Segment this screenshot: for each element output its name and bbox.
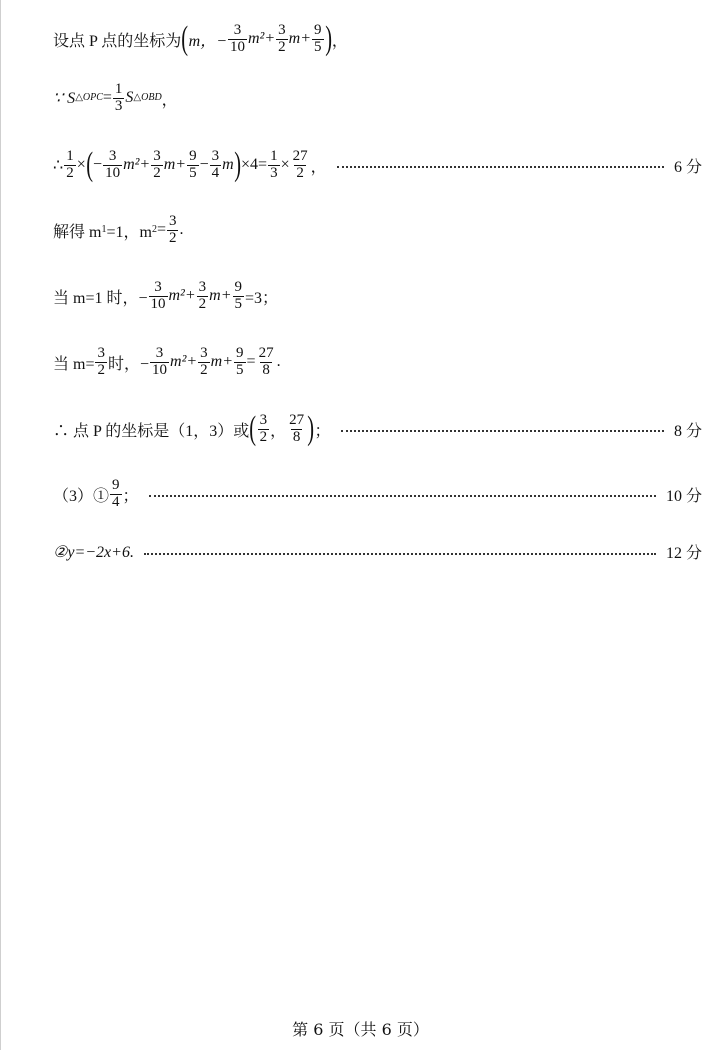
fraction: $\frac{3}{2}$: [200, 345, 208, 378]
fraction: $\frac{9}{5}$: [236, 345, 244, 378]
line-equation: ∴ $\frac{1}{2}$ × ( − $\frac{3}{10}$ m²+ $\frac{3}{2}$ m+ $\frac{9}{5}$ − $\frac{3}{4}$ m ) ×4= $\frac{1}{3}$ × $\frac{27}{2}$ ， 6 分: [53, 146, 702, 183]
score-label: 12 分: [665, 545, 702, 562]
dot-leader: [144, 553, 656, 555]
score-label: 6 分: [673, 158, 702, 176]
text: ∵ S: [53, 90, 76, 108]
fraction: $\frac{3}{2}$: [97, 345, 105, 378]
fraction: $\frac{3}{2}$: [259, 411, 268, 445]
fraction: $\frac{9}{5}$: [234, 279, 243, 312]
fraction: $\frac{3}{2}$: [278, 21, 286, 55]
line-point-coords: ∴ 点 P 的坐标是（1，3）或 ( $\frac{3}{2}$ ， $\frac{27}{8}$ ) ； 8 分: [53, 410, 702, 447]
dot-leader: [337, 166, 664, 168]
text: ，: [331, 32, 348, 50]
line-case-m1: 当 m=1 时，− $\frac{3}{10}$ m²+ $\frac{3}{2}$ m+ $\frac{9}{5}$ =3；: [53, 279, 279, 312]
dot-leader: [149, 495, 656, 497]
fraction: $\frac{9}{5}$: [189, 147, 197, 181]
fraction: $\frac{3}{2}$: [168, 213, 177, 246]
score-label: 8 分: [673, 422, 702, 440]
fraction: $\frac{27}{8}$: [258, 345, 274, 378]
line-part3-2: ②y=−2x+6. 12 分: [53, 540, 702, 563]
expr: m，−: [188, 32, 227, 50]
fraction: $\frac{27}{8}$: [289, 411, 305, 445]
fraction: $\frac{9}{4}$: [112, 477, 120, 510]
line-case-m2: 当 m= $\frac{3}{2}$ 时，− $\frac{3}{10}$ m²+ $\frac{3}{2}$ m+ $\frac{9}{5}$ = $\frac{27}{8}$ .: [53, 345, 281, 378]
fraction: $\frac{3}{10}$: [152, 345, 168, 378]
line-solve: 解得 m 1 =1，m 2 = $\frac{3}{2}$ .: [53, 213, 184, 246]
fraction: $\frac{3}{4}$: [211, 147, 220, 181]
fraction: $\frac{1}{3}$: [270, 147, 278, 181]
fraction: $\frac{27}{2}$: [292, 147, 308, 181]
fraction: $\frac{3}{10}$: [230, 21, 245, 55]
fraction: $\frac{3}{2}$: [198, 279, 207, 312]
fraction: $\frac{3}{2}$: [153, 147, 161, 181]
paren-right: ): [324, 20, 332, 57]
fraction: $\frac{3}{10}$: [150, 279, 166, 312]
expr: m²+: [248, 30, 276, 47]
paren-left: (: [181, 20, 189, 57]
dot-leader: [341, 430, 664, 432]
expr: m+: [288, 30, 312, 47]
fraction: $\frac{1}{3}$: [114, 81, 123, 114]
fraction: $\frac{1}{2}$: [66, 147, 74, 181]
line-area-relation: ∵ S △OPC = $\frac{1}{3}$ S △OBD ，: [53, 81, 178, 114]
text: 设点 P 点的坐标为: [53, 32, 182, 50]
line-set-point: [53, 22, 702, 56]
fraction: $\frac{3}{10}$: [105, 147, 121, 181]
score-label: 10 分: [665, 487, 702, 505]
line-part3-1: （3）① $\frac{9}{4}$ ； 10 分: [53, 477, 702, 510]
page-footer: 第 6 页（共 6 页）: [292, 1020, 429, 1039]
fraction: $\frac{9}{5}$: [314, 21, 322, 55]
